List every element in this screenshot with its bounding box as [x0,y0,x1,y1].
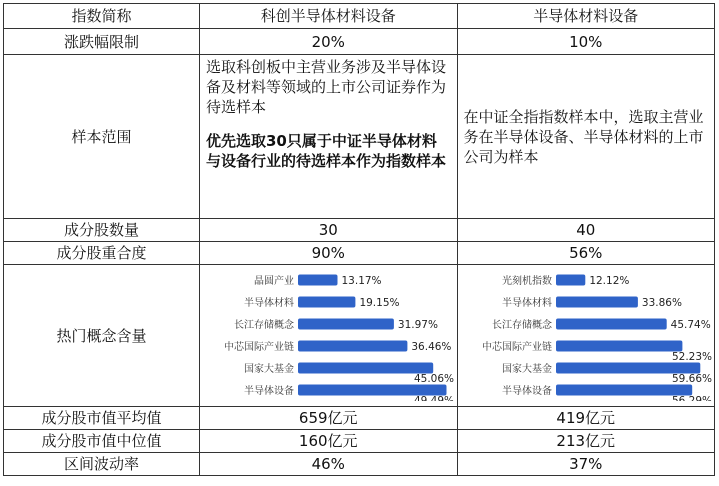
row-count-col2: 40 [457,219,715,242]
chart-value-label: 59.66% [671,373,712,385]
row-overlap [4,242,715,265]
chart-bar [556,297,638,308]
row-volatility-label: 区间波动率 [4,453,200,476]
row-median-cap [4,430,715,453]
chart-bar [556,341,682,352]
row-avg-cap [4,407,715,430]
chart-category-label: 半导体设备 [244,386,294,397]
row-median-cap-col2: 213亿元 [457,430,715,453]
chart-bar [298,385,447,396]
chart-category-label: 半导体设备 [501,386,552,397]
row-overlap-col1: 90% [200,242,458,265]
chart-value-label: 12.12% [588,275,629,287]
row-scope-col1 [200,55,458,219]
chart-value-label: 36.46% [411,341,452,353]
chart-value-label: 45.06% [413,373,454,385]
row-count-col1: 30 [200,219,458,242]
concept-chart-2-cell [457,265,715,407]
row-volatility-col1: 46% [200,453,458,476]
row-scope-col2 [457,55,715,219]
row-avg-cap-label: 成分股市值平均值 [4,407,200,430]
scope-col1-bold: 优先选取30只属于中证半导体材料与设备行业的待选样本作为指数样本 [206,132,447,170]
chart-bar [298,363,433,374]
chart-value-label: 49.49% [413,395,454,401]
chart-bar [298,275,338,286]
chart-value-label: 31.97% [397,319,438,331]
row-limit-col1: 20% [200,29,458,55]
header-label: 指数简称 [4,4,200,29]
row-limit [4,29,715,55]
header-row [4,4,715,29]
comparison-table [3,3,715,476]
chart-bar [298,297,355,308]
row-avg-cap-col2: 419亿元 [457,407,715,430]
chart-value-label: 52.23% [671,351,712,363]
concept-chart-2 [464,265,714,401]
chart-category-label: 国家大基金 [501,364,552,375]
header-col1: 科创半导体材料设备 [200,4,458,29]
row-volatility [4,453,715,476]
concept-chart-1 [206,265,456,401]
scope-col2-text: 在中证全指指数样本中，选取主营业务在半导体设备、半导体材料的上市公司为样本 [463,107,704,166]
header-col2: 半导体材料设备 [457,4,715,29]
chart-value-label: 19.15% [359,297,400,309]
row-volatility-col2: 37% [457,453,715,476]
row-median-cap-label: 成分股市值中位值 [4,430,200,453]
chart-bar [556,319,667,330]
chart-category-label: 晶圆产业 [254,276,294,287]
chart-value-label: 45.74% [670,319,711,331]
chart-category-label: 半导体材料 [501,298,552,309]
chart-value-label: 56.29% [671,395,712,401]
row-avg-cap-col1: 659亿元 [200,407,458,430]
chart-category-label: 中芯国际产业链 [481,342,552,353]
row-scope-label: 样本范围 [4,55,200,219]
chart-category-label: 中芯国际产业链 [224,342,294,353]
chart-category-label: 国家大基金 [244,364,294,375]
row-overlap-col2: 56% [457,242,715,265]
chart-category-label: 光刻机指数 [501,276,552,287]
chart-bar [298,319,394,330]
chart-bar [556,363,700,374]
chart-bar [298,341,407,352]
row-limit-label: 涨跌幅限制 [4,29,200,55]
concept-chart-1-cell [200,265,458,407]
chart-value-label: 13.17% [341,275,382,287]
row-count-label: 成分股数量 [4,219,200,242]
row-median-cap-col1: 160亿元 [200,430,458,453]
row-concepts-label: 热门概念含量 [4,265,200,407]
row-limit-col2: 10% [457,29,715,55]
chart-value-label: 33.86% [641,297,682,309]
chart-category-label: 长江存储概念 [234,320,294,331]
chart-bar [556,275,585,286]
row-scope [4,55,715,219]
chart-bar [556,385,692,396]
scope-col1-text: 选取科创板中主营业务涉及半导体设备及材料等领域的上市公司证券作为待选样本 [206,58,447,116]
row-concepts [4,265,715,407]
row-count [4,219,715,242]
chart-category-label: 长江存储概念 [491,320,552,331]
row-overlap-label: 成分股重合度 [4,242,200,265]
chart-category-label: 半导体材料 [244,298,294,309]
